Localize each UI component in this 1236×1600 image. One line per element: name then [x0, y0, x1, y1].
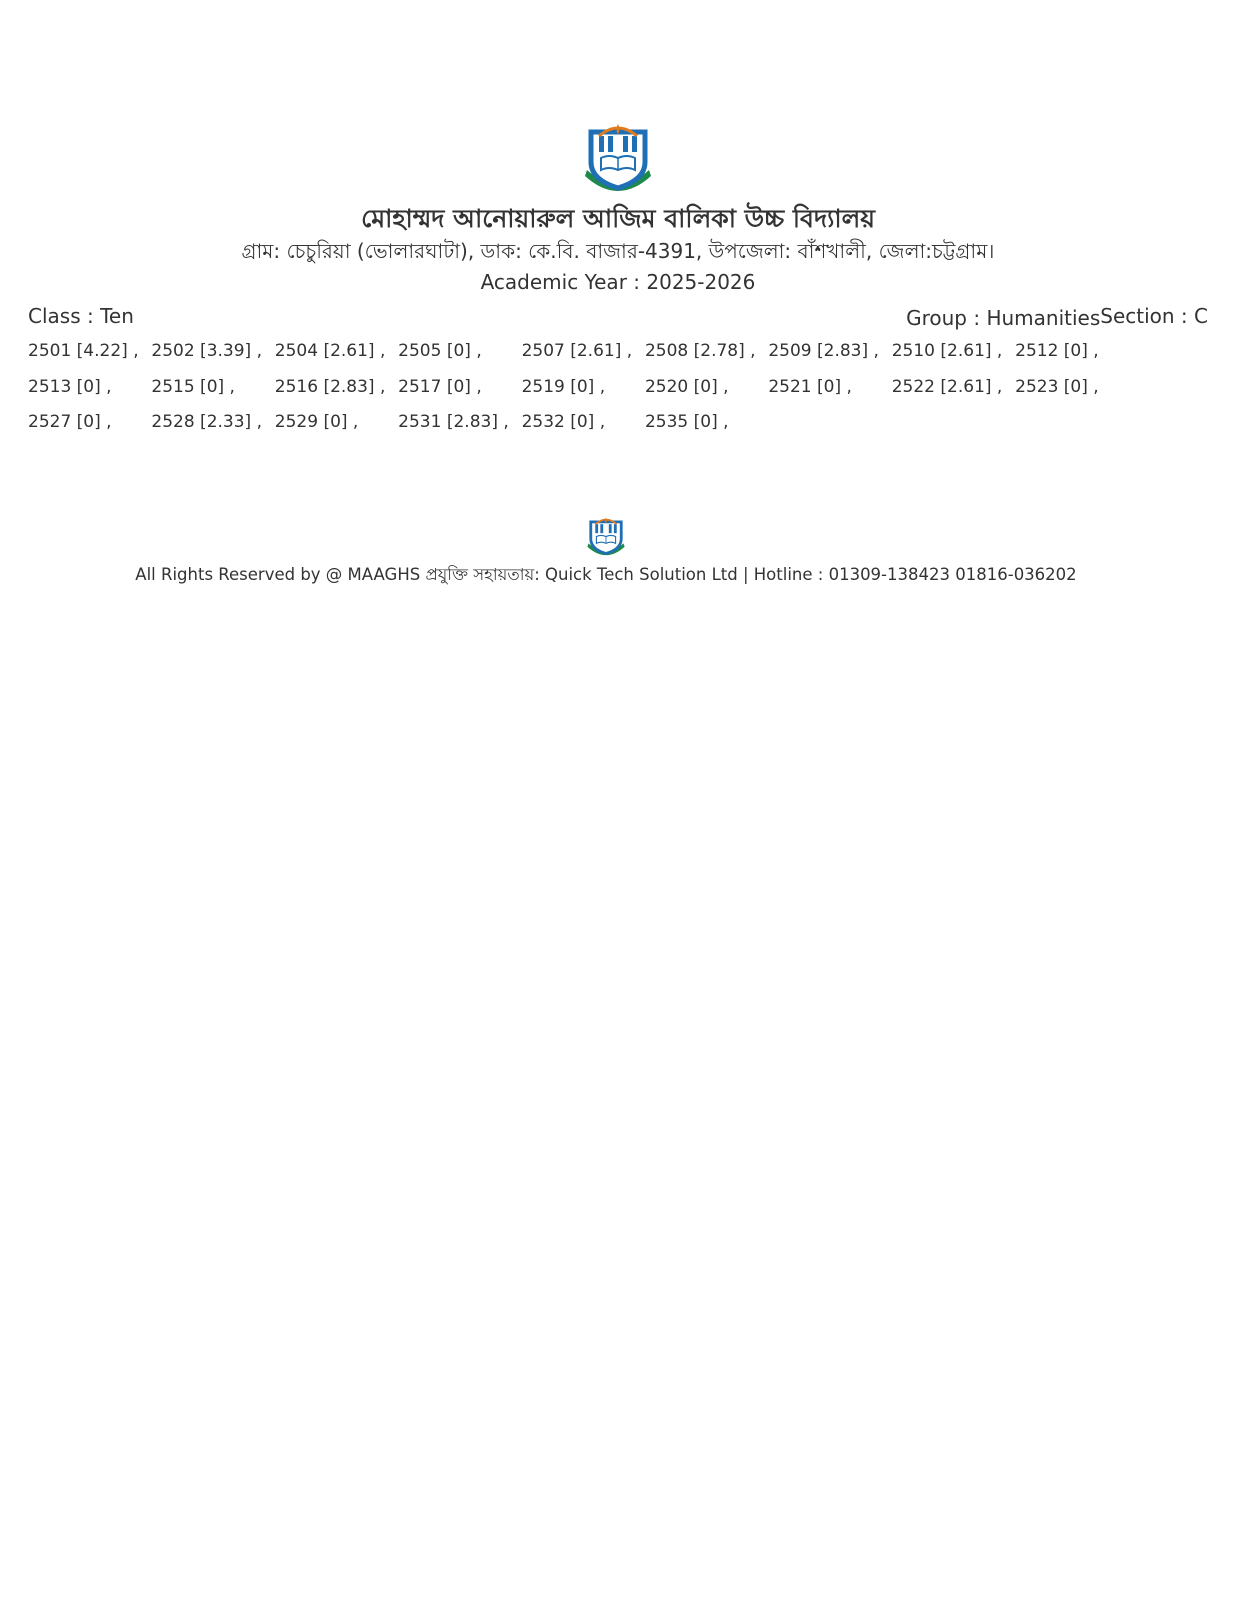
roll-item: 2520 [0] , — [644, 376, 729, 397]
roll-item: 2523 [0] , — [1015, 376, 1099, 397]
class-label: Class : Ten — [28, 304, 134, 328]
roll-item: 2516 [2.83] , — [274, 376, 386, 397]
roll-item: 2519 [0] , — [521, 376, 606, 397]
roll-item: 2512 [0] , — [1015, 341, 1099, 361]
roll-item: 2535 [0] , — [644, 412, 729, 432]
roll-item: 2529 [0] , — [274, 412, 359, 432]
group-label: Group : Humanities — [906, 306, 1101, 330]
roll-item: 2517 [0] , — [398, 376, 482, 397]
roll-item: 2508 [2.78] , — [644, 341, 756, 361]
roll-item: 2532 [0] , — [521, 412, 606, 432]
footer-copyright: All Rights Reserved by @ MAAGHS প্রযুক্তি সহায়তায়: Quick Tech Solution Ltd | Hotline : 01309-138423 01816-036202 — [135, 565, 1077, 584]
roll-item: 2504 [2.61] , — [274, 341, 386, 361]
section-label: Section : C — [1100, 304, 1208, 328]
roll-item: 2509 [2.83] , — [768, 341, 879, 361]
roll-item: 2522 [2.61] , — [891, 376, 1003, 397]
roll-item: 2505 [0] , — [398, 341, 482, 361]
school-crest-logo-icon — [581, 118, 655, 196]
roll-item: 2527 [0] , — [28, 412, 112, 432]
roll-item: 2528 [2.33] , — [151, 412, 262, 432]
academic-year: Academic Year : 2025-2026 — [480, 270, 756, 294]
roll-list — [28, 338, 1208, 445]
school-crest-logo-small-icon — [585, 514, 627, 558]
roll-item: 2521 [0] , — [768, 376, 852, 397]
roll-item: 2510 [2.61] , — [891, 341, 1003, 361]
roll-item: 2507 [2.61] , — [521, 341, 633, 361]
group-section-block — [906, 304, 1208, 328]
roll-item: 2501 [4.22] , — [28, 341, 139, 361]
school-name: মোহাম্মদ আনোয়ারুল আজিম বালিকা উচ্চ বিদ্যালয় — [361, 204, 875, 233]
page-header — [0, 118, 1236, 298]
roll-item: 2531 [2.83] , — [398, 412, 509, 432]
roll-item: 2515 [0] , — [151, 376, 235, 397]
page-footer — [0, 514, 1212, 587]
class-meta-row — [28, 304, 1208, 334]
roll-item: 2502 [3.39] , — [151, 341, 262, 361]
school-address: গ্রাম: চেচুরিয়া (ভোলারঘাটা), ডাক: কে.বি. বাজার-4391, উপজেলা: বাঁশখালী, জেলা:চট্টগ্রাম। — [241, 239, 995, 263]
roll-item: 2513 [0] , — [28, 376, 112, 397]
